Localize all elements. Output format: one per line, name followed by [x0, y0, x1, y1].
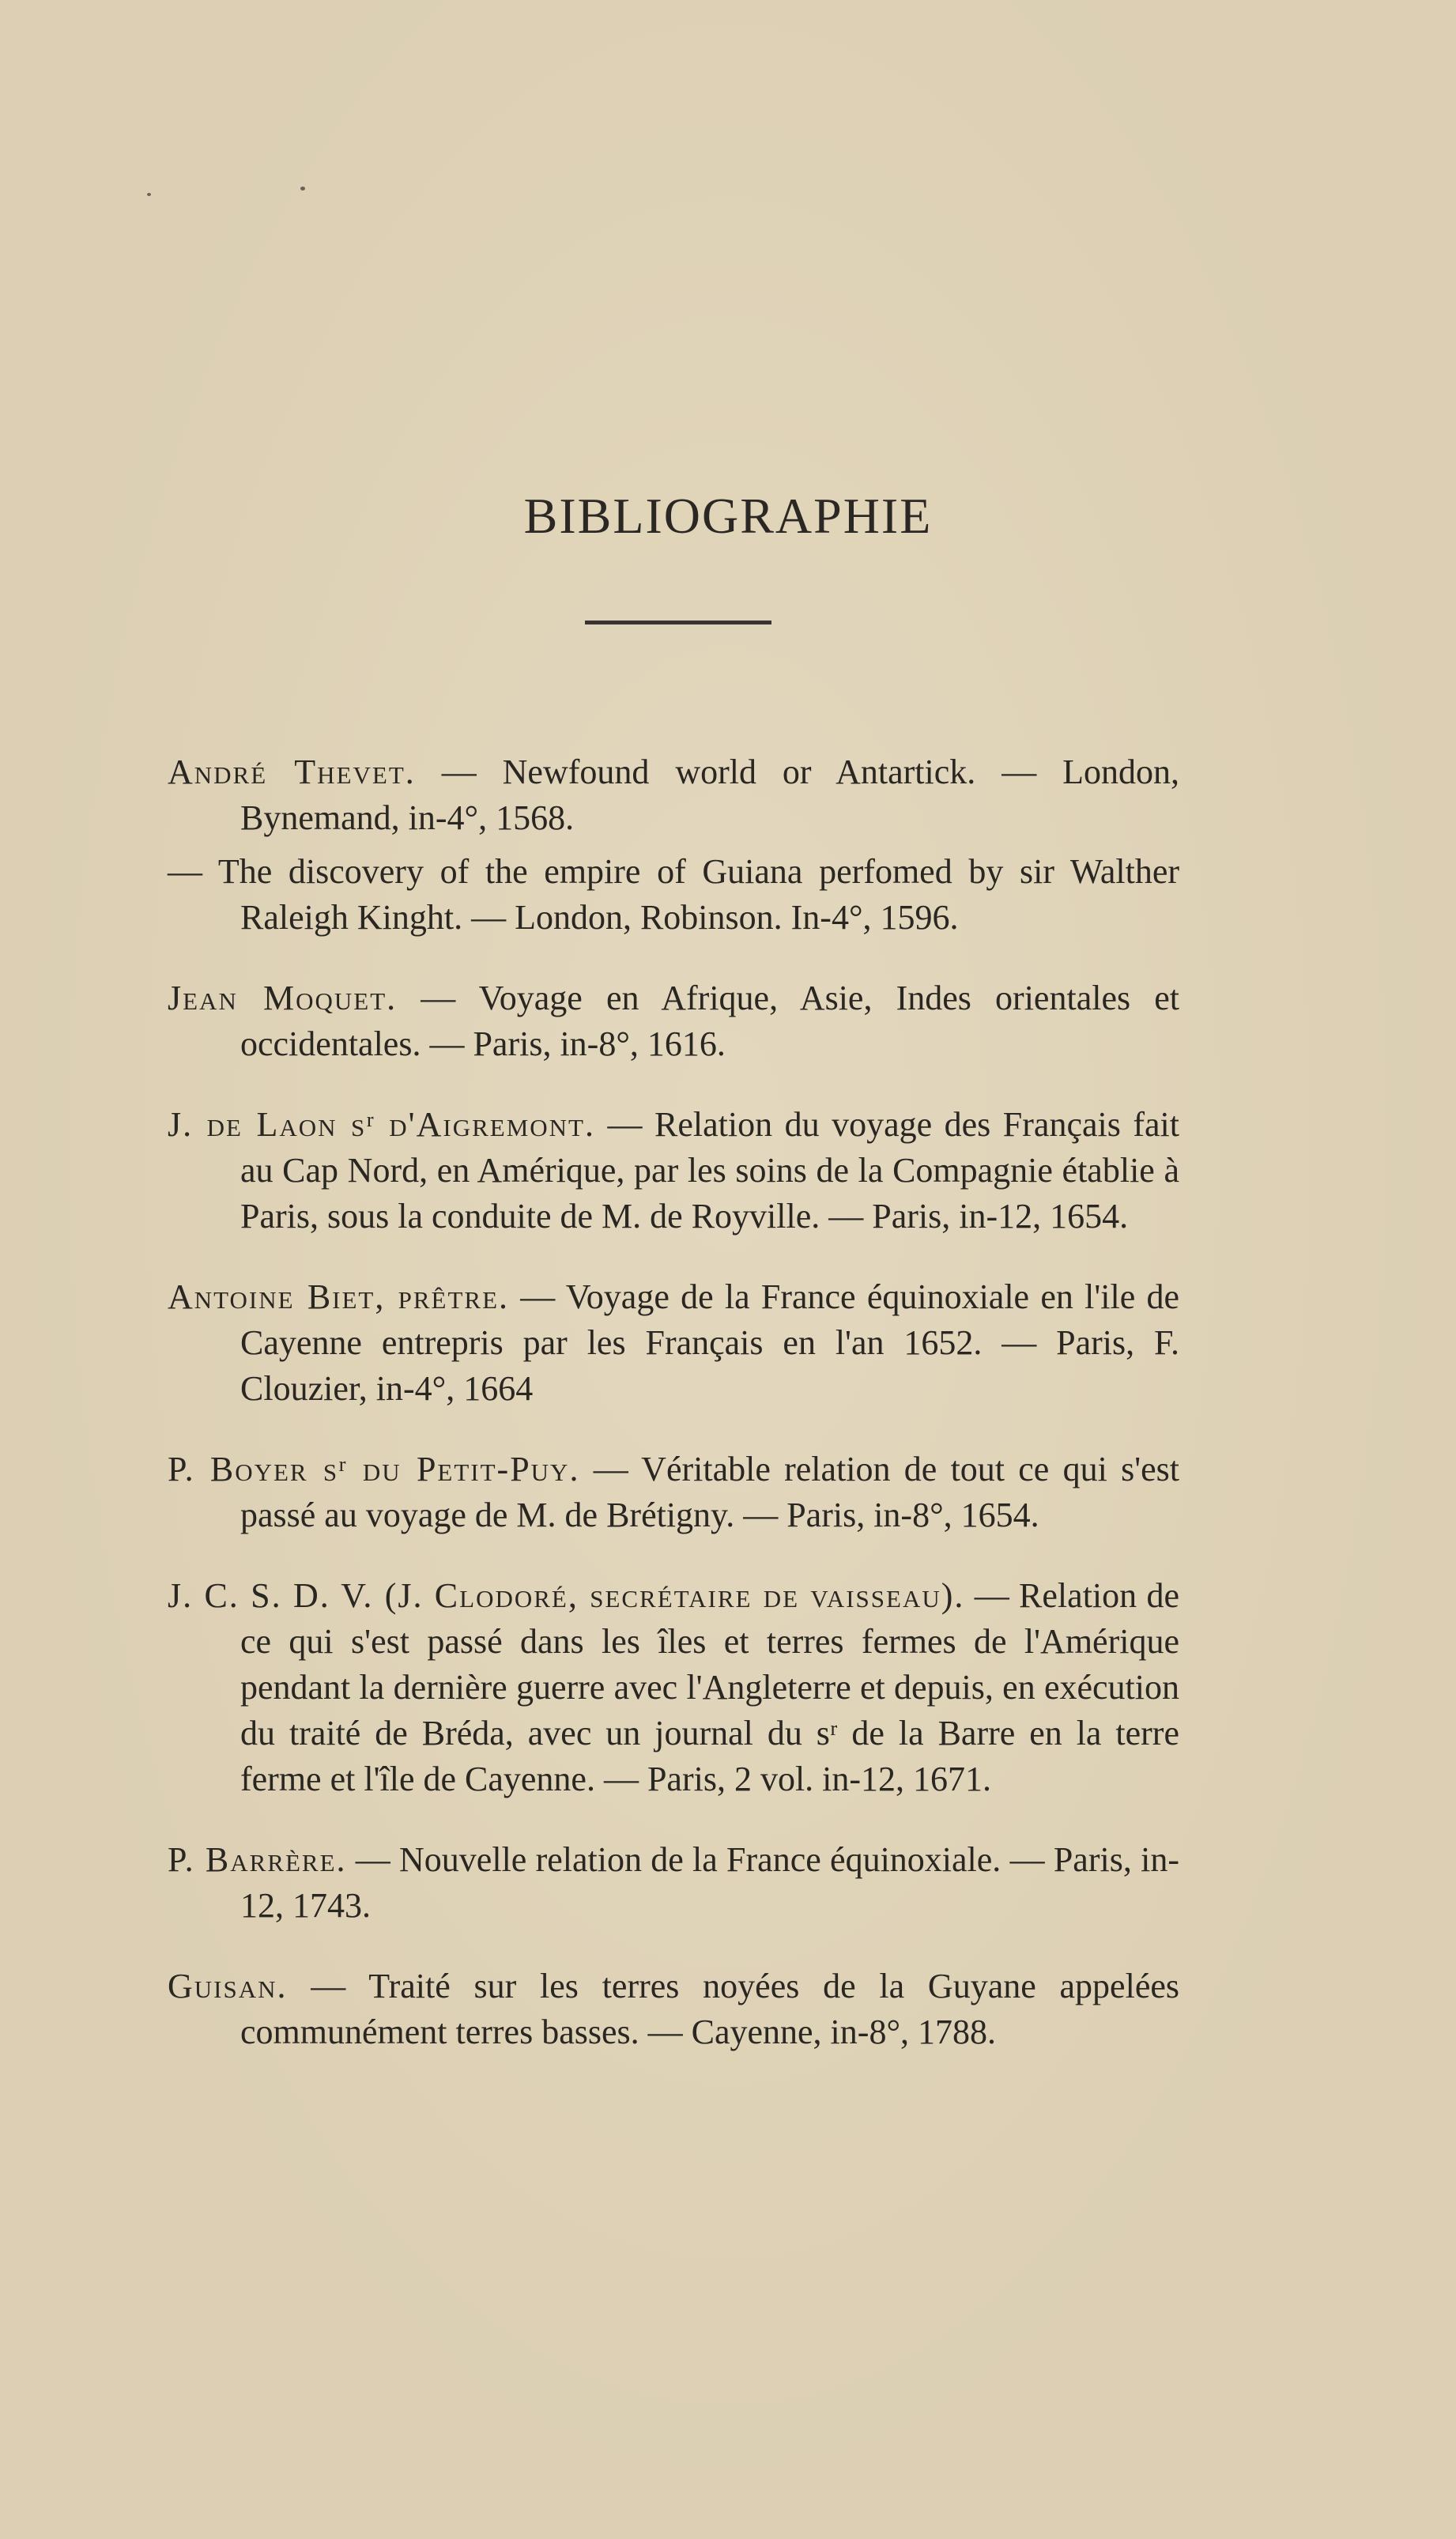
entry-author: J. C. S. D. V. (J. Clodoré, secrétaire de vaisseau).: [168, 1576, 965, 1615]
entry-author: P. Boyer sʳ du Petit-Puy.: [168, 1450, 580, 1488]
entry-text: — Relation du voyage des Français fait au Cap Nord, en Amérique, par les soins de la Compagnie établie à Paris, sous la conduite de M. de Royville. — Paris, in-12, 1654.: [240, 1105, 1180, 1236]
entry-author: Guisan.: [168, 1967, 288, 2005]
entry-text: — Voyage en Afrique, Asie, Indes orientales et occidentales. — Paris, in-8°, 1616.: [240, 979, 1180, 1063]
paper-speck: [147, 193, 151, 196]
bibliography-entry: [168, 749, 1179, 841]
paper-speck: [300, 187, 305, 191]
entry-author: Jean Moquet.: [168, 979, 398, 1017]
bibliography-entry: [168, 1837, 1179, 1929]
entry-text: — Relation de ce qui s'est passé dans les îles et terres fermes de l'Amérique pendant la dernière guerre avec l'Angleterre et depuis, en exécution du traité de Bréda, avec un journal du sʳ de la Barre en la terre ferme et l'île de Cayenne. — Paris, 2 vol. in-12, 1671.: [240, 1576, 1180, 1798]
entry-author: André Thevet.: [168, 753, 416, 791]
entry-author: Antoine Biet, prêtre.: [168, 1277, 510, 1316]
bibliography-list: [168, 715, 1179, 2063]
entry-text: — Voyage de la France équinoxiale en l'ile de Cayenne entrepris par les Français en l'an 1652. — Paris, F. Clouzier, in-4°, 1664: [240, 1277, 1180, 1408]
bibliography-entry: [168, 1102, 1179, 1239]
bibliography-entry: [168, 975, 1179, 1067]
entry-author: J. de Laon sʳ d'Aigremont.: [168, 1105, 595, 1144]
entry-text: — Véritable relation de tout ce qui s'est passé au voyage de M. de Brétigny. — Paris, in-8°, 1654.: [240, 1450, 1180, 1534]
page-title: BIBLIOGRAPHIE: [523, 488, 933, 544]
entry-text: — Nouvelle relation de la France équinoxiale. — Paris, in-12, 1743.: [240, 1840, 1179, 1925]
title-divider: [585, 621, 771, 624]
entry-text: — The discovery of the empire of Guiana perfomed by sir Walther Raleigh Kinght. — London, Robinson. In-4°, 1596.: [168, 852, 1179, 937]
bibliography-entry: [168, 849, 1179, 941]
entry-text: — Newfound world or Antartick. — London, Bynemand, in-4°, 1568.: [240, 753, 1180, 837]
bibliography-entry: [168, 1964, 1179, 2055]
bibliography-entry: [168, 1573, 1179, 1802]
bibliography-entry: [168, 1447, 1179, 1538]
entry-author: P. Barrère.: [168, 1840, 347, 1879]
bibliography-entry: [168, 1274, 1179, 1412]
entry-text: — Traité sur les terres noyées de la Guyane appelées communément terres basses. — Cayenne, in-8°, 1788.: [240, 1967, 1179, 2051]
